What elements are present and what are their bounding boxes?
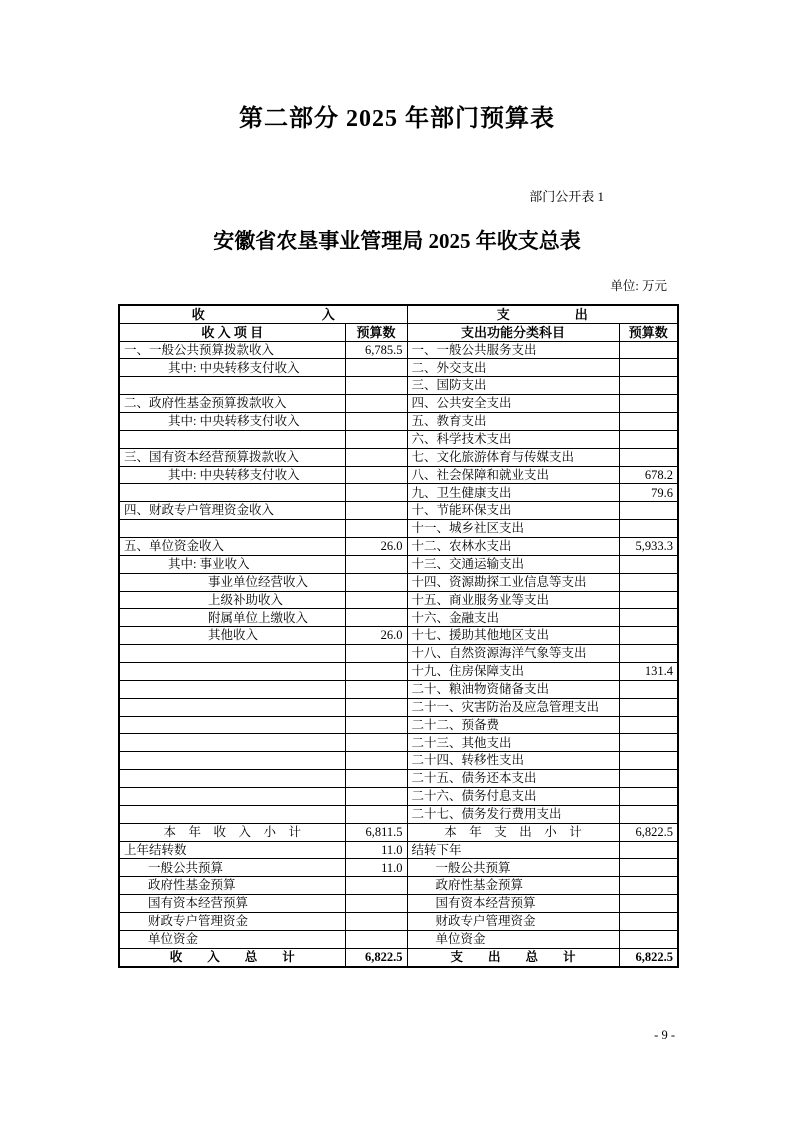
income-item-cell: 其中: 中央转移支付收入 xyxy=(119,466,345,484)
expense-budget-value-cell xyxy=(619,412,678,430)
income-budget-value-cell xyxy=(345,930,407,948)
table-row xyxy=(119,680,678,698)
page-number: - 9 - xyxy=(654,1028,675,1042)
expense-item-cell: 二十三、其他支出 xyxy=(407,734,619,752)
income-budget-value-cell xyxy=(345,520,407,538)
expense-item-cell: 十五、商业服务业等支出 xyxy=(407,591,619,609)
income-budget-value-cell xyxy=(345,913,407,931)
income-item-cell xyxy=(119,770,345,788)
expense-item-cell: 政府性基金预算 xyxy=(407,877,619,895)
income-budget-value-cell: 6,811.5 xyxy=(345,823,407,841)
expense-budget-value-cell xyxy=(619,502,678,520)
expense-budget-value-cell xyxy=(619,895,678,913)
income-item-cell: 附属单位上缴收入 xyxy=(119,609,345,627)
table-row xyxy=(119,752,678,770)
table-row xyxy=(119,537,678,555)
expense-item-cell: 二十六、债务付息支出 xyxy=(407,787,619,805)
table-row xyxy=(119,662,678,680)
income-item-cell xyxy=(119,520,345,538)
expense-item-cell: 一、一般公共服务支出 xyxy=(407,341,619,359)
expense-budget-value-cell xyxy=(619,680,678,698)
income-item-column-header: 收 入 项 目 xyxy=(119,323,345,341)
income-item-cell: 其中: 中央转移支付收入 xyxy=(119,412,345,430)
income-item-cell: 国有资本经营预算 xyxy=(119,895,345,913)
income-budget-value-cell xyxy=(345,395,407,413)
income-item-cell xyxy=(119,662,345,680)
income-item-cell: 其他收入 xyxy=(119,627,345,645)
expense-budget-value-cell xyxy=(619,341,678,359)
part-title: 第二部分 2025 年部门预算表 xyxy=(239,106,555,132)
income-budget-value-cell: 11.0 xyxy=(345,859,407,877)
expense-budget-value-cell xyxy=(619,805,678,823)
expense-item-cell: 二十、粮油物资储备支出 xyxy=(407,680,619,698)
table-row xyxy=(119,627,678,645)
income-item-cell xyxy=(119,752,345,770)
income-budget-value-cell xyxy=(345,466,407,484)
expense-budget-value-cell xyxy=(619,645,678,663)
expense-item-cell: 十、节能环保支出 xyxy=(407,502,619,520)
income-item-cell xyxy=(119,484,345,502)
income-budget-value-cell xyxy=(345,877,407,895)
table-row xyxy=(119,787,678,805)
income-budget-value-cell xyxy=(345,698,407,716)
expense-budget-value-cell xyxy=(619,430,678,448)
expense-item-column-header: 支出功能分类科目 xyxy=(407,323,619,341)
table-row xyxy=(119,770,678,788)
income-item-cell xyxy=(119,377,345,395)
income-budget-value-cell xyxy=(345,787,407,805)
expense-item-cell: 二十二、预备费 xyxy=(407,716,619,734)
expense-item-cell: 五、教育支出 xyxy=(407,412,619,430)
income-item-cell: 五、单位资金收入 xyxy=(119,537,345,555)
expense-budget-value-cell xyxy=(619,591,678,609)
expense-item-cell: 二十一、灾害防治及应急管理支出 xyxy=(407,698,619,716)
table-title: 安徽省农垦事业管理局 2025 年收支总表 xyxy=(213,229,581,253)
table-row xyxy=(119,877,678,895)
expense-item-cell: 一般公共预算 xyxy=(407,859,619,877)
expense-item-cell: 十二、农林水支出 xyxy=(407,537,619,555)
table-row xyxy=(119,734,678,752)
expense-budget-value-cell: 5,933.3 xyxy=(619,537,678,555)
income-budget-value-cell xyxy=(345,662,407,680)
income-item-cell: 一般公共预算 xyxy=(119,859,345,877)
income-item-cell: 事业单位经营收入 xyxy=(119,573,345,591)
expense-budget-value-cell: 678.2 xyxy=(619,466,678,484)
income-budget-value-cell xyxy=(345,412,407,430)
expense-item-cell: 支 出 总 计 xyxy=(407,948,619,967)
table-row xyxy=(119,698,678,716)
expense-item-cell: 结转下年 xyxy=(407,841,619,859)
income-item-cell: 其中: 事业收入 xyxy=(119,555,345,573)
table-row xyxy=(119,412,678,430)
income-item-cell xyxy=(119,680,345,698)
income-item-cell: 收 入 总 计 xyxy=(119,948,345,967)
income-budget-value-cell xyxy=(345,895,407,913)
income-item-cell xyxy=(119,698,345,716)
table-row xyxy=(119,484,678,502)
income-budget-value-cell xyxy=(345,752,407,770)
income-budget-value-cell: 11.0 xyxy=(345,841,407,859)
expense-budget-value-cell xyxy=(619,770,678,788)
table-row xyxy=(119,341,678,359)
expense-group-header: 支 出 xyxy=(407,305,678,323)
income-item-cell: 三、国有资本经营预算拨款收入 xyxy=(119,448,345,466)
table-row xyxy=(119,859,678,877)
expense-budget-value-cell xyxy=(619,698,678,716)
table-row xyxy=(119,502,678,520)
expense-item-cell: 二十五、债务还本支出 xyxy=(407,770,619,788)
expense-budget-value-cell xyxy=(619,841,678,859)
table-row xyxy=(119,913,678,931)
expense-item-cell: 十九、住房保障支出 xyxy=(407,662,619,680)
table-row xyxy=(119,609,678,627)
expense-budget-value-cell xyxy=(619,377,678,395)
income-budget-value-cell xyxy=(345,645,407,663)
table-body xyxy=(119,341,678,967)
income-budget-value-cell xyxy=(345,609,407,627)
expense-item-cell: 八、社会保障和就业支出 xyxy=(407,466,619,484)
expense-item-cell: 十一、城乡社区支出 xyxy=(407,520,619,538)
expense-item-cell: 七、文化旅游体育与传媒支出 xyxy=(407,448,619,466)
budget-summary-table xyxy=(118,304,679,968)
expense-budget-value-cell xyxy=(619,716,678,734)
expense-budget-value-cell xyxy=(619,752,678,770)
income-group-header: 收 入 xyxy=(119,305,407,323)
column-header-row xyxy=(119,323,678,341)
income-item-cell: 其中: 中央转移支付收入 xyxy=(119,359,345,377)
income-item-cell xyxy=(119,645,345,663)
expense-item-cell: 二、外交支出 xyxy=(407,359,619,377)
expense-item-cell: 九、卫生健康支出 xyxy=(407,484,619,502)
expense-budget-value-cell: 6,822.5 xyxy=(619,948,678,967)
table-row xyxy=(119,448,678,466)
income-item-cell: 政府性基金预算 xyxy=(119,877,345,895)
expense-item-cell: 十八、自然资源海洋气象等支出 xyxy=(407,645,619,663)
income-item-cell: 二、政府性基金预算拨款收入 xyxy=(119,395,345,413)
expense-budget-column-header: 预算数 xyxy=(619,323,678,341)
expense-budget-value-cell xyxy=(619,859,678,877)
income-budget-value-cell xyxy=(345,770,407,788)
expense-budget-value-cell xyxy=(619,520,678,538)
table-row xyxy=(119,520,678,538)
table-row xyxy=(119,591,678,609)
income-budget-value-cell xyxy=(345,359,407,377)
income-item-cell xyxy=(119,805,345,823)
expense-budget-value-cell xyxy=(619,555,678,573)
expense-budget-value-cell xyxy=(619,395,678,413)
expense-item-cell: 三、国防支出 xyxy=(407,377,619,395)
income-budget-value-cell xyxy=(345,555,407,573)
income-item-cell xyxy=(119,716,345,734)
income-item-cell: 一、一般公共预算拨款收入 xyxy=(119,341,345,359)
income-item-cell: 上年结转数 xyxy=(119,841,345,859)
income-item-cell: 单位资金 xyxy=(119,930,345,948)
income-budget-value-cell xyxy=(345,448,407,466)
table-row xyxy=(119,895,678,913)
expense-item-cell: 十七、援助其他地区支出 xyxy=(407,627,619,645)
expense-item-cell: 二十七、债务发行费用支出 xyxy=(407,805,619,823)
expense-budget-value-cell: 6,822.5 xyxy=(619,823,678,841)
table-row xyxy=(119,466,678,484)
table-row xyxy=(119,430,678,448)
expense-item-cell: 二十四、转移性支出 xyxy=(407,752,619,770)
expense-item-cell: 六、科学技术支出 xyxy=(407,430,619,448)
income-budget-value-cell xyxy=(345,734,407,752)
expense-item-cell: 财政专户管理资金 xyxy=(407,913,619,931)
income-budget-value-cell xyxy=(345,430,407,448)
expense-budget-value-cell xyxy=(619,787,678,805)
income-item-cell xyxy=(119,430,345,448)
expense-budget-value-cell xyxy=(619,573,678,591)
unit-note: 单位: 万元 xyxy=(610,279,667,293)
income-budget-value-cell xyxy=(345,484,407,502)
income-item-cell xyxy=(119,787,345,805)
table-row xyxy=(119,377,678,395)
table-row xyxy=(119,573,678,591)
table-row xyxy=(119,805,678,823)
income-budget-value-cell xyxy=(345,591,407,609)
income-budget-value-cell: 6,822.5 xyxy=(345,948,407,967)
table-row xyxy=(119,395,678,413)
expense-budget-value-cell xyxy=(619,913,678,931)
income-budget-value-cell xyxy=(345,805,407,823)
expense-budget-value-cell xyxy=(619,877,678,895)
expense-item-cell: 十三、交通运输支出 xyxy=(407,555,619,573)
expense-item-cell: 国有资本经营预算 xyxy=(407,895,619,913)
income-budget-value-cell xyxy=(345,680,407,698)
expense-item-cell: 本 年 支 出 小 计 xyxy=(407,823,619,841)
table-row xyxy=(119,948,678,967)
table-header xyxy=(119,305,678,341)
income-item-cell: 上级补助收入 xyxy=(119,591,345,609)
table-row xyxy=(119,823,678,841)
income-budget-value-cell xyxy=(345,502,407,520)
table-tag: 部门公开表 1 xyxy=(529,189,604,204)
expense-budget-value-cell: 131.4 xyxy=(619,662,678,680)
group-header-row xyxy=(119,305,678,323)
expense-budget-value-cell xyxy=(619,930,678,948)
income-budget-value-cell xyxy=(345,573,407,591)
expense-budget-value-cell xyxy=(619,359,678,377)
income-item-cell: 四、财政专户管理资金收入 xyxy=(119,502,345,520)
table-row xyxy=(119,645,678,663)
table-row xyxy=(119,359,678,377)
expense-budget-value-cell xyxy=(619,448,678,466)
expense-item-cell: 单位资金 xyxy=(407,930,619,948)
income-budget-value-cell: 6,785.5 xyxy=(345,341,407,359)
table-row xyxy=(119,716,678,734)
income-budget-value-cell: 26.0 xyxy=(345,537,407,555)
income-budget-column-header: 预算数 xyxy=(345,323,407,341)
income-item-cell: 本 年 收 入 小 计 xyxy=(119,823,345,841)
table-row xyxy=(119,555,678,573)
income-budget-value-cell xyxy=(345,377,407,395)
expense-item-cell: 十六、金融支出 xyxy=(407,609,619,627)
expense-item-cell: 十四、资源勘探工业信息等支出 xyxy=(407,573,619,591)
expense-budget-value-cell xyxy=(619,734,678,752)
expense-item-cell: 四、公共安全支出 xyxy=(407,395,619,413)
expense-budget-value-cell: 79.6 xyxy=(619,484,678,502)
income-item-cell xyxy=(119,734,345,752)
income-budget-value-cell xyxy=(345,716,407,734)
table-row xyxy=(119,930,678,948)
expense-budget-value-cell xyxy=(619,627,678,645)
table-row xyxy=(119,841,678,859)
expense-budget-value-cell xyxy=(619,609,678,627)
income-budget-value-cell: 26.0 xyxy=(345,627,407,645)
income-item-cell: 财政专户管理资金 xyxy=(119,913,345,931)
